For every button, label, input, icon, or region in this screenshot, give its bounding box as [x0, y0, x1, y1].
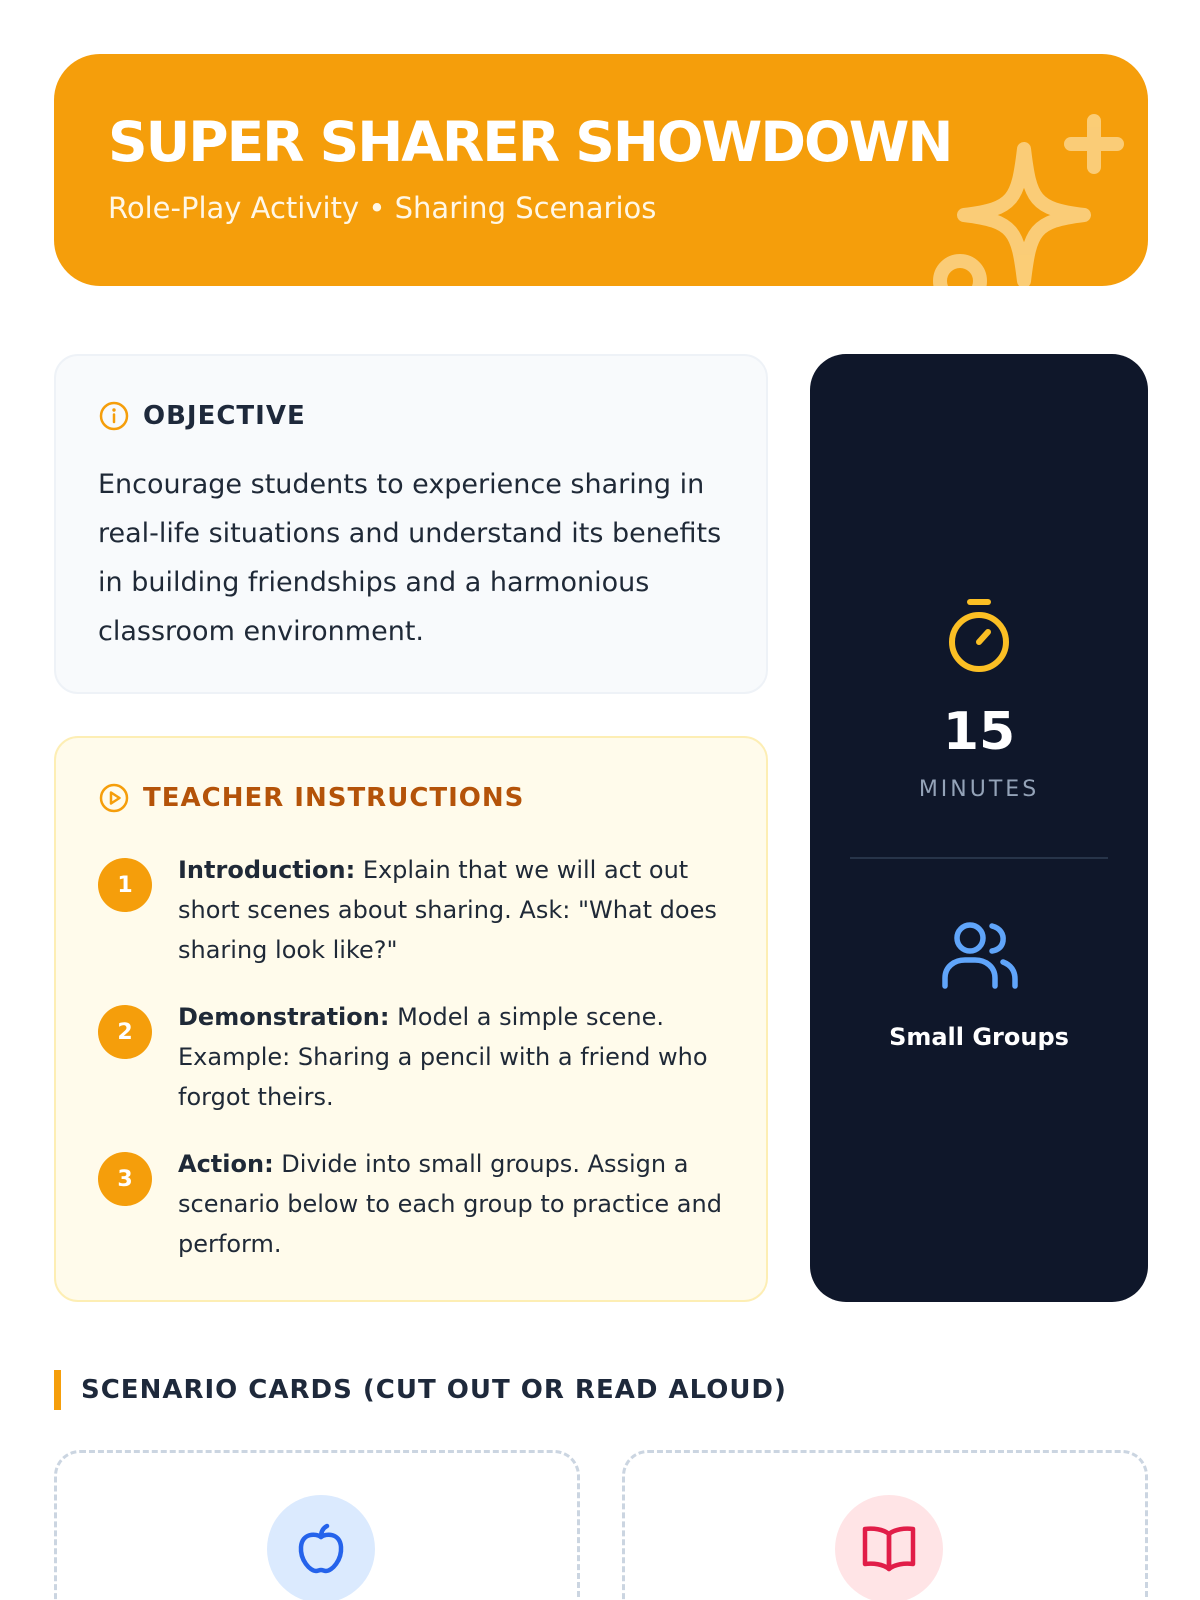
users-icon — [940, 918, 1020, 990]
instructions-label: TEACHER INSTRUCTIONS — [143, 783, 525, 813]
step-number: 2 — [98, 1005, 152, 1059]
instruction-step — [98, 997, 738, 1117]
step-number: 1 — [98, 858, 152, 912]
activity-subtitle: Role-Play Activity • Sharing Scenarios — [108, 191, 657, 225]
duration-label: MINUTES — [918, 777, 1040, 802]
step-description: Divide into small groups. Assign a scenario below to each group to practice and perform. — [178, 1150, 722, 1258]
apple-icon — [294, 1522, 348, 1576]
objective-card — [54, 354, 768, 694]
step-title: Action: — [178, 1150, 274, 1178]
objective-heading — [98, 400, 306, 432]
scenario-icon-badge — [835, 1495, 943, 1600]
info-icon — [98, 400, 130, 432]
stopwatch-icon — [938, 596, 1020, 678]
scenario-icon-badge — [267, 1495, 375, 1600]
duration-value: 15 — [942, 702, 1016, 762]
grouping-label: Small Groups — [889, 1023, 1069, 1051]
scenario-card — [54, 1450, 580, 1600]
activity-title: SUPER SHARER SHOWDOWN — [108, 110, 952, 174]
stats-divider — [850, 857, 1108, 859]
activity-header — [54, 54, 1148, 286]
step-number: 3 — [98, 1152, 152, 1206]
scenario-card — [622, 1450, 1148, 1600]
instruction-step — [98, 850, 738, 970]
play-circle-icon — [98, 782, 130, 814]
book-icon — [861, 1524, 917, 1574]
activity-stats-panel — [810, 354, 1148, 1302]
instruction-step — [98, 1144, 738, 1264]
teacher-instructions-card — [54, 736, 768, 1302]
step-description: Model a simple scene. Example: Sharing a pencil with a friend who forgot theirs. — [178, 1003, 708, 1111]
instructions-heading — [98, 782, 524, 814]
objective-text: Encourage students to experience sharing in real-life situations and understand its benefits in building friendships and a harmonious classroom environment. — [98, 469, 722, 647]
instruction-steps — [98, 850, 738, 1291]
step-title: Demonstration: — [178, 1003, 390, 1031]
objective-label: OBJECTIVE — [143, 401, 306, 431]
scenario-cards-title: SCENARIO CARDS (CUT OUT OR READ ALOUD) — [54, 1370, 787, 1410]
sparkle-icon — [884, 109, 1144, 286]
step-description: Explain that we will act out short scenes about sharing. Ask: "What does sharing look like?" — [178, 856, 717, 964]
step-title: Introduction: — [178, 856, 356, 884]
